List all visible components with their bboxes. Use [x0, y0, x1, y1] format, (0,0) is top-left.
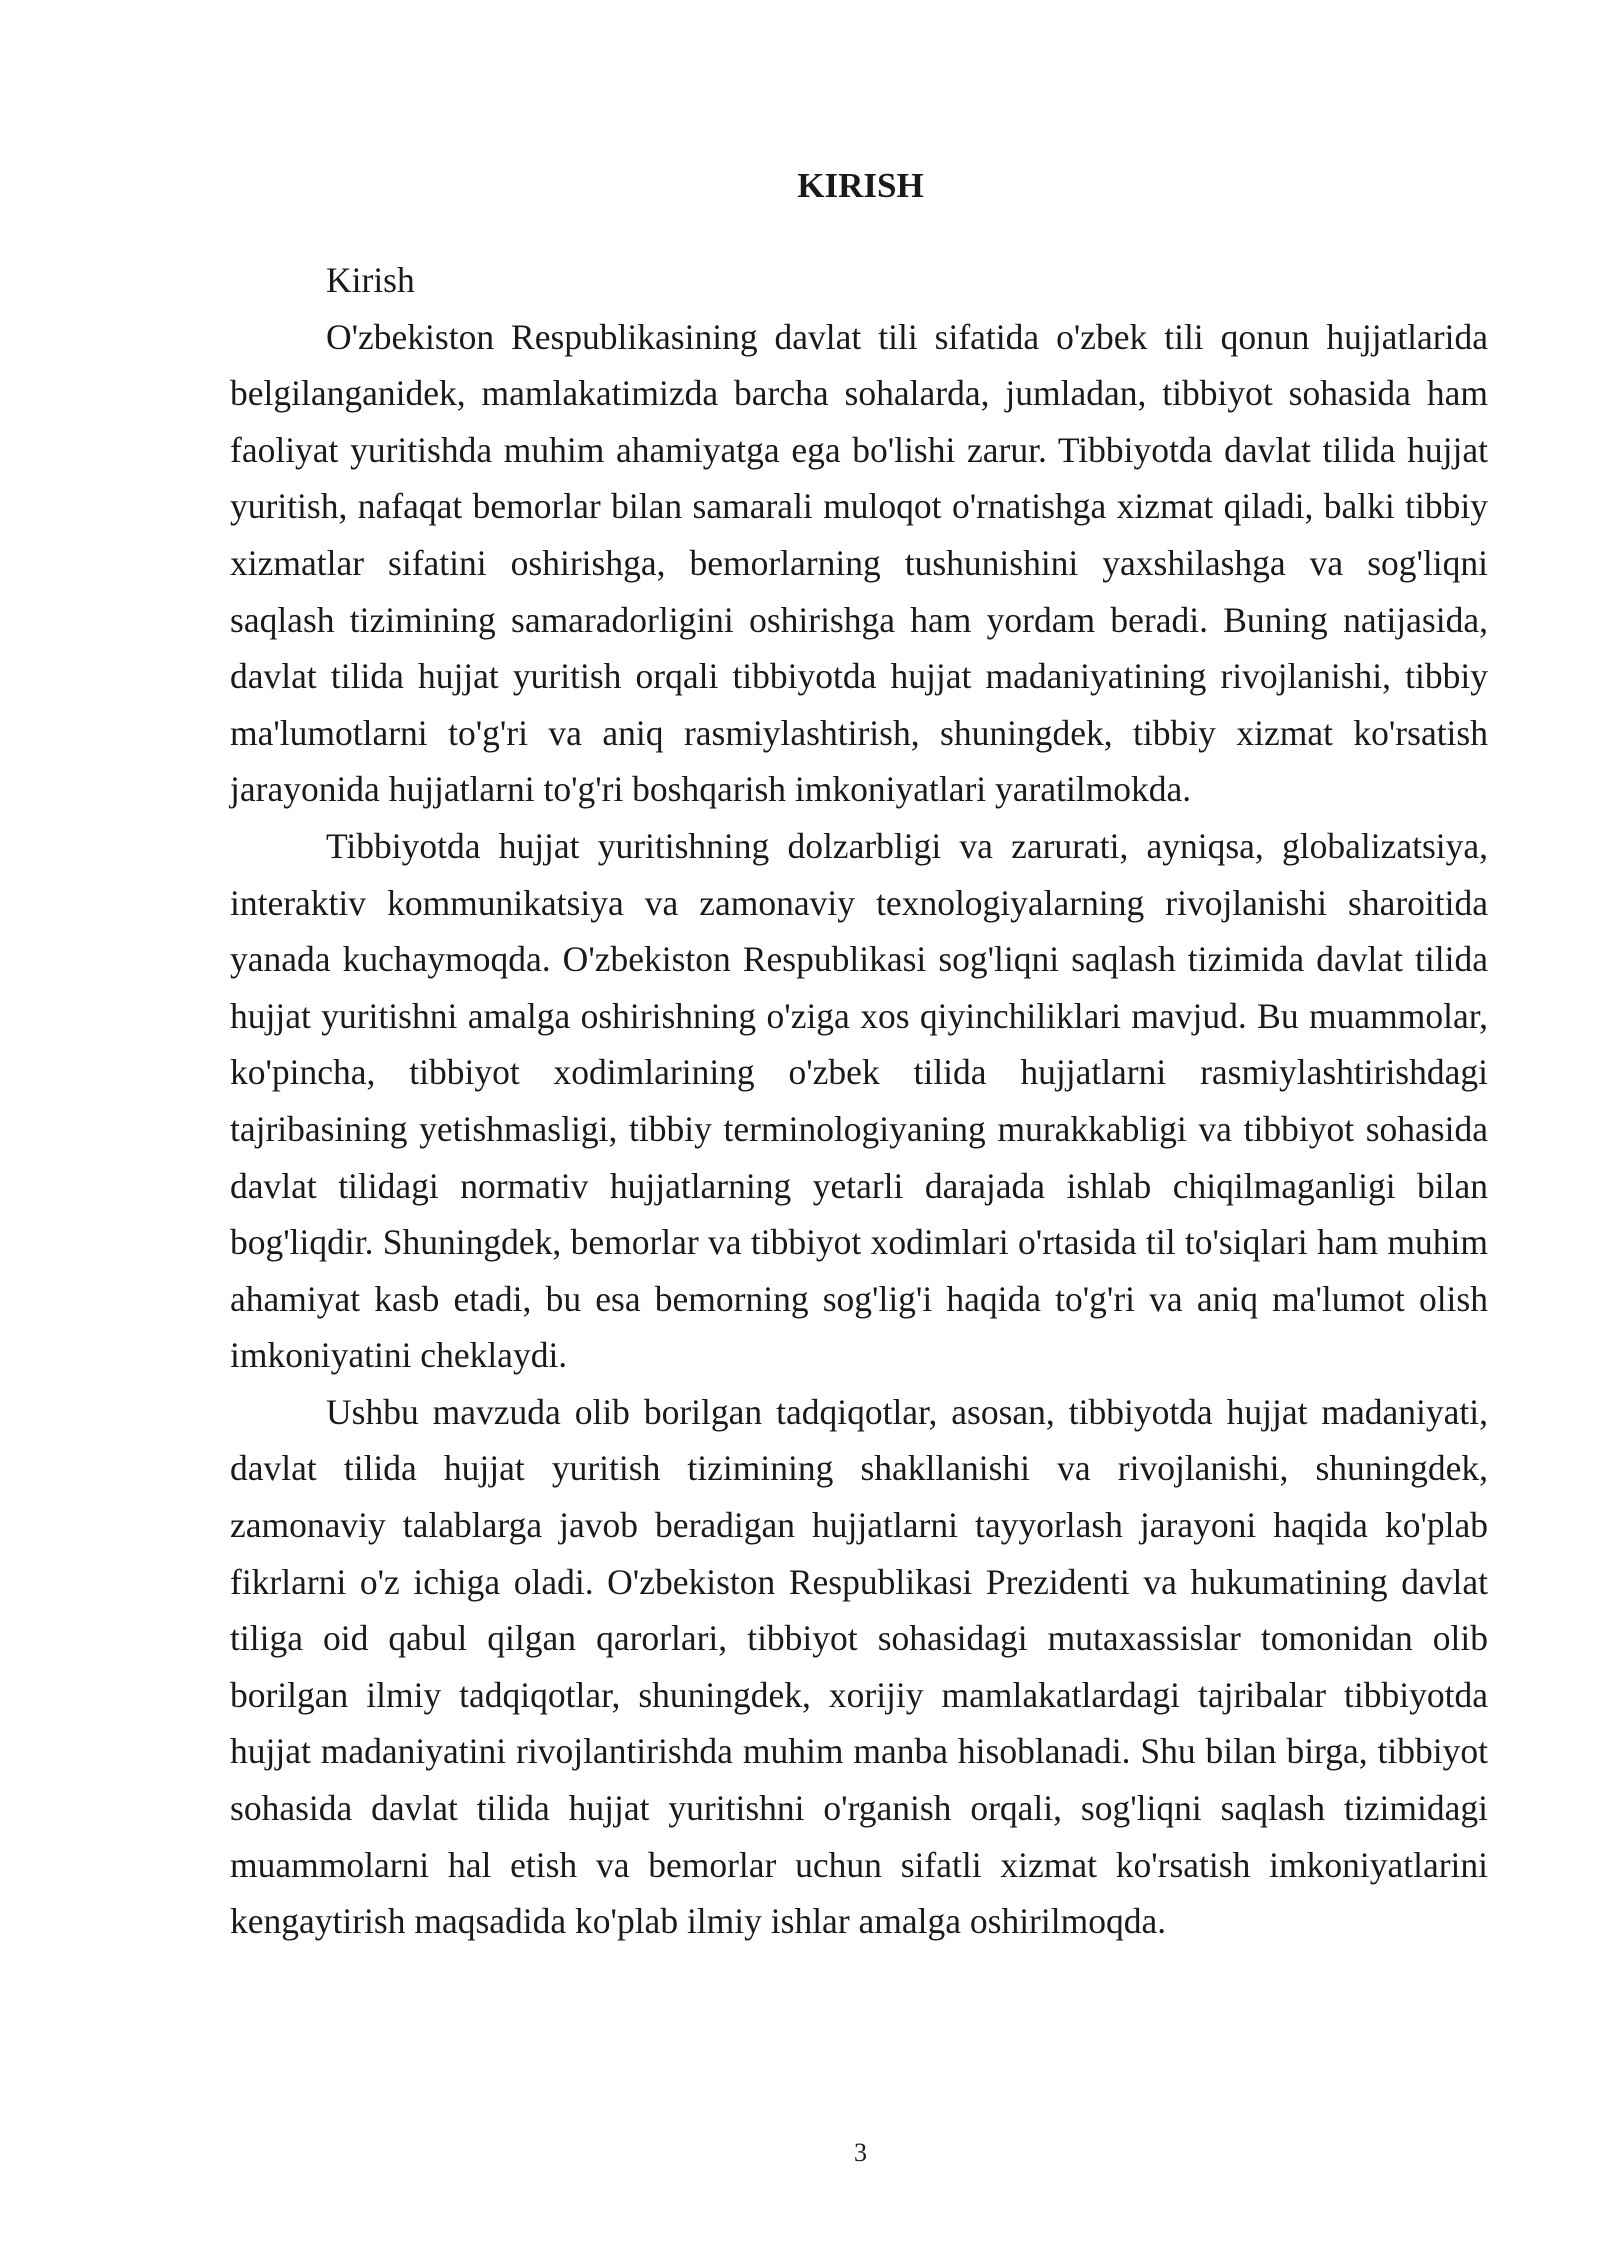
section-heading: KIRISH: [797, 166, 924, 205]
body-paragraph-2: Tibbiyotda hujjat yuritishning dolzarbligi va zarurati, ayniqsa, globalizatsiya, interaktiv kommunikatsiya va zamonaviy texnologiyalarning rivojlanishi sharoitida yanada kuchaymoqda. O'zbekiston Respublikasi sog'liqni saqlash tizimida davlat tilida hujjat yuritishni amalga oshirishning o'ziga xos qiyinchiliklari mavjud. Bu muammolar, ko'pincha, tibbiyot xodimlarining o'zbek tilida hujjatlarni rasmiylashtirishdagi tajribasining yetishmasligi, tibbiy terminologiyaning murakkabligi va tibbiyot sohasida davlat tilidagi normativ hujjatlarning yetarli darajada ishlab chiqilmaganligi bilan bog'liqdir. Shuningdek, bemorlar va tibbiyot xodimlari o'rtasida til to'siqlari ham muhim ahamiyat kasb etadi, bu esa bemorning sog'lig'i haqida to'g'ri va aniq ma'lumot olish imkoniyatini cheklaydi.: [230, 825, 1488, 1376]
body-paragraph-3: Ushbu mavzuda olib borilgan tadqiqotlar, asosan, tibbiyotda hujjat madaniyati, davlat tilida hujjat yuritish tizimining shakllanishi va rivojlanishi, shuningdek, zamonaviy talablarga javob beradigan hujjatlarni tayyorlash jarayoni haqida ko'plab fikrlarni o'z ichiga oladi. O'zbekiston Respublikasi Prezidenti va hukumatining davlat tiliga oid qabul qilgan qarorlari, tibbiyot sohasidagi mutaxassislar tomonidan olib borilgan ilmiy tadqiqotlar, shuningdek, xorijiy mamlakatlardagi tajribalar tibbiyotda hujjat madaniyatini rivojlantirishda muhim manba hisoblanadi. Shu bilan birga, tibbiyot sohasida davlat tilida hujjat yuritishni o'rganish orqali, sog'liqni saqlash tizimidagi muammolarni hal etish va bemorlar uchun sifatli xizmat ko'rsatish imkoniyatlarini kengaytirish maqsadida ko'plab ilmiy ishlar amalga oshirilmoqda.: [230, 1391, 1488, 1942]
body-paragraph-1: O'zbekiston Respublikasining davlat tili sifatida o'zbek tili qonun hujjatlarida belgilanganidek, mamlakatimizda barcha sohalarda, jumladan, tibbiyot sohasida ham faoliyat yuritishda muhim ahamiyatga ega bo'lishi zarur. Tibbiyotda davlat tilida hujjat yuritish, nafaqat bemorlar bilan samarali muloqot o'rnatishga xizmat qiladi, balki tibbiy xizmatlar sifatini oshirishga, bemorlarning tushunishini yaxshilashga va sog'liqni saqlash tizimining samaradorligini oshirishga ham yordam beradi. Buning natijasida, davlat tilida hujjat yuritish orqali tibbiyotda hujjat madaniyatining rivojlanishi, tibbiy ma'lumotlarni to'g'ri va aniq rasmiylashtirish, shuningdek, tibbiy xizmat ko'rsatish jarayonida hujjatlarni to'g'ri boshqarish imkoniyatlari yaratilmokda.: [230, 316, 1488, 810]
body-text: [230, 252, 1488, 1950]
page-number: 3: [854, 2138, 867, 2167]
subheading-paragraph: Kirish: [326, 260, 415, 300]
